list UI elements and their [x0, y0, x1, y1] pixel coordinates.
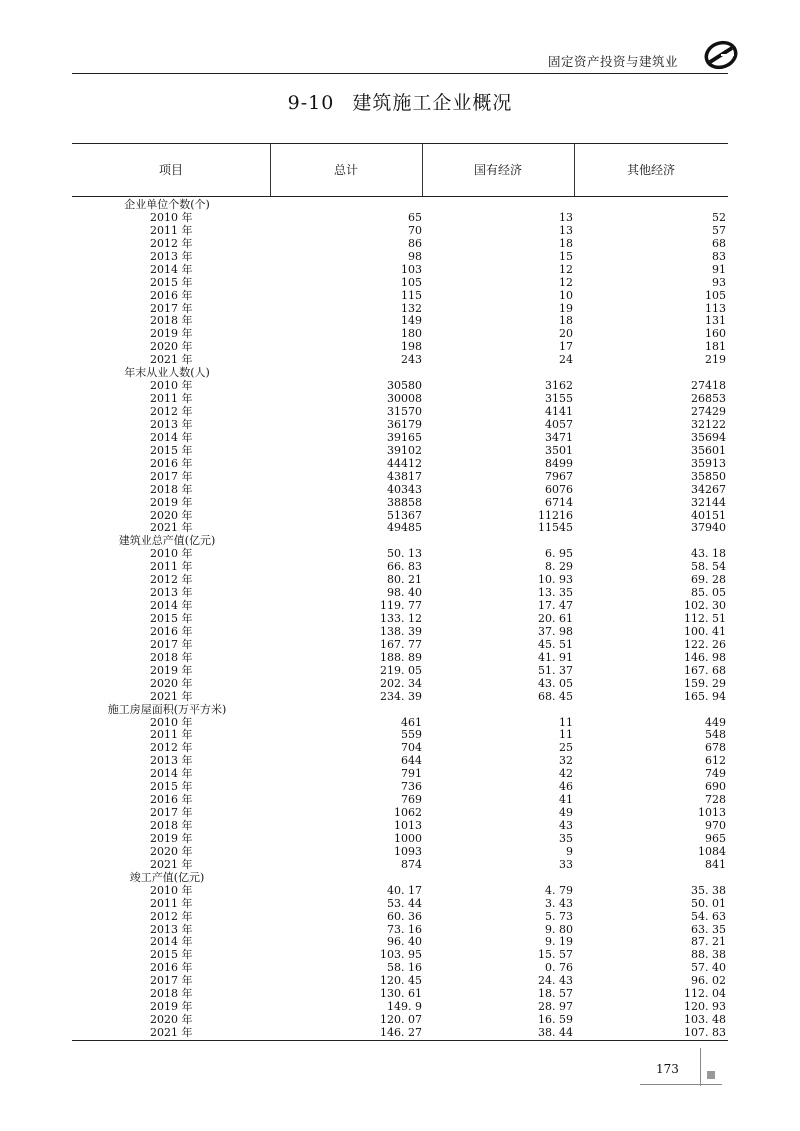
year-cell: 2011 年 — [150, 560, 193, 574]
total-cell: 791 — [401, 767, 422, 781]
year-cell: 2012 年 — [150, 405, 193, 418]
other-cell: 678 — [705, 741, 726, 755]
total-cell: 1062 — [394, 806, 422, 820]
column-divider — [574, 144, 575, 196]
state-owned-cell: 45. 51 — [538, 637, 573, 651]
other-cell: 970 — [705, 819, 726, 832]
total-cell: 73. 16 — [387, 922, 422, 936]
other-cell: 1084 — [698, 844, 726, 858]
year-cell: 2012 年 — [150, 236, 193, 250]
other-cell: 103. 48 — [684, 1013, 726, 1027]
total-cell: 120. 45 — [380, 974, 422, 988]
category-row — [72, 872, 728, 885]
state-owned-cell: 38. 44 — [538, 1026, 573, 1039]
total-cell: 874 — [401, 857, 422, 871]
table-row — [72, 911, 728, 924]
total-cell: 120. 07 — [380, 1013, 422, 1027]
total-cell: 60. 36 — [387, 909, 422, 923]
table-title-text: 建筑施工企业概况 — [352, 92, 513, 114]
category-row — [72, 704, 728, 717]
other-cell: 612 — [705, 754, 726, 768]
total-cell: 40. 17 — [387, 883, 422, 897]
other-cell: 841 — [705, 857, 726, 871]
total-cell: 80. 21 — [387, 573, 422, 587]
state-owned-cell: 28. 97 — [538, 1000, 573, 1014]
total-cell: 38858 — [387, 495, 422, 509]
total-cell: 202. 34 — [380, 676, 422, 690]
state-owned-cell: 3155 — [545, 392, 573, 406]
state-owned-cell: 51. 37 — [538, 663, 573, 677]
year-cell: 2013 年 — [150, 586, 193, 600]
header-state-owned: 国有经济 — [473, 163, 522, 177]
state-owned-cell: 11216 — [538, 508, 573, 522]
category-label: 建筑业总产值(亿元) — [118, 534, 216, 548]
state-owned-cell: 18. 57 — [538, 987, 573, 1001]
state-owned-cell: 24 — [559, 353, 573, 367]
state-owned-cell: 9. 19 — [545, 935, 573, 949]
total-cell: 30008 — [387, 392, 422, 406]
total-cell: 103. 95 — [380, 948, 422, 962]
total-cell: 138. 39 — [380, 624, 422, 638]
other-cell: 548 — [705, 728, 726, 742]
other-cell: 35913 — [691, 456, 726, 470]
table-number: 9-10 — [287, 92, 335, 114]
table-row — [72, 406, 728, 419]
year-cell: 2018 年 — [150, 987, 193, 1001]
state-owned-cell: 13. 35 — [538, 586, 573, 600]
total-cell: 44412 — [387, 456, 422, 470]
year-cell: 2011 年 — [150, 223, 193, 237]
year-cell: 2019 年 — [150, 831, 193, 845]
total-cell: 51367 — [387, 508, 422, 522]
state-owned-cell: 25 — [559, 741, 573, 755]
table-row — [72, 290, 728, 303]
state-owned-cell: 33 — [559, 857, 573, 871]
year-cell: 2017 年 — [150, 469, 193, 483]
total-cell: 40343 — [387, 482, 422, 496]
other-cell: 131 — [705, 314, 726, 328]
year-cell: 2015 年 — [150, 780, 193, 794]
state-owned-cell: 43. 05 — [538, 676, 573, 690]
other-cell: 102. 30 — [684, 599, 726, 613]
other-cell: 35601 — [691, 443, 726, 457]
year-cell: 2014 年 — [150, 430, 193, 444]
table-header — [72, 143, 728, 197]
total-cell: 98. 40 — [387, 586, 422, 600]
total-cell: 66. 83 — [387, 560, 422, 574]
state-owned-cell: 4057 — [545, 417, 573, 431]
other-cell: 160 — [705, 327, 726, 341]
other-cell: 35850 — [691, 469, 726, 483]
total-cell: 70 — [408, 223, 422, 237]
category-label: 竣工产值(亿元) — [129, 870, 205, 884]
total-cell: 39165 — [387, 430, 422, 444]
state-owned-cell: 11 — [559, 715, 573, 729]
state-owned-cell: 41. 91 — [538, 650, 573, 664]
year-cell: 2020 年 — [150, 340, 193, 354]
header-other: 其他经济 — [626, 163, 675, 177]
total-cell: 243 — [401, 353, 422, 367]
total-cell: 119. 77 — [380, 599, 422, 613]
other-cell: 112. 04 — [684, 987, 726, 1001]
state-owned-cell: 6076 — [545, 482, 573, 496]
state-owned-cell: 11545 — [538, 521, 573, 535]
state-owned-cell: 12 — [559, 262, 573, 276]
table-row — [72, 484, 728, 497]
state-owned-cell: 24. 43 — [538, 974, 573, 988]
state-owned-cell: 0. 76 — [545, 961, 573, 975]
state-owned-cell: 42 — [559, 767, 573, 781]
other-cell: 112. 51 — [684, 612, 726, 625]
other-cell: 88. 38 — [691, 948, 726, 962]
table-row — [72, 613, 728, 626]
table-row — [72, 652, 728, 665]
column-divider — [270, 144, 271, 196]
other-cell: 57. 40 — [691, 961, 726, 975]
state-owned-cell: 43 — [559, 819, 573, 832]
table-body — [72, 197, 728, 1041]
other-cell: 37940 — [691, 521, 726, 535]
state-owned-cell: 49 — [559, 806, 573, 820]
table-row — [72, 445, 728, 458]
total-cell: 1093 — [394, 844, 422, 858]
table-row — [72, 833, 728, 846]
other-cell: 35694 — [691, 430, 726, 444]
other-cell: 690 — [705, 780, 726, 794]
year-cell: 2015 年 — [150, 948, 193, 962]
year-cell: 2012 年 — [150, 909, 193, 923]
footer-rule — [640, 1084, 722, 1085]
total-cell: 146. 27 — [380, 1026, 422, 1039]
header-item: 项目 — [158, 163, 183, 177]
state-owned-cell: 7967 — [545, 469, 573, 483]
year-cell: 2011 年 — [150, 896, 193, 910]
state-owned-cell: 17 — [559, 340, 573, 354]
category-label: 年末从业人数(人) — [124, 366, 210, 380]
total-cell: 149 — [401, 314, 422, 328]
total-cell: 50. 13 — [387, 547, 422, 561]
state-owned-cell: 3501 — [545, 443, 573, 457]
table-row — [72, 1027, 728, 1040]
other-cell: 165. 94 — [684, 689, 726, 703]
total-cell: 49485 — [387, 521, 422, 535]
total-cell: 86 — [408, 236, 422, 250]
year-cell: 2020 年 — [150, 676, 193, 690]
other-cell: 58. 54 — [691, 560, 726, 574]
state-owned-cell: 3471 — [545, 430, 573, 444]
total-cell: 1013 — [394, 819, 422, 832]
other-cell: 87. 21 — [691, 935, 726, 949]
total-cell: 53. 44 — [387, 896, 422, 910]
state-owned-cell: 4. 79 — [545, 883, 573, 897]
year-cell: 2018 年 — [150, 650, 193, 664]
state-owned-cell: 10 — [559, 288, 573, 302]
total-cell: 130. 61 — [380, 987, 422, 1001]
table-row — [72, 251, 728, 264]
table-row — [72, 678, 728, 691]
table-row — [72, 846, 728, 859]
total-cell: 198 — [401, 340, 422, 354]
state-owned-cell: 35 — [559, 831, 573, 845]
other-cell: 69. 28 — [691, 573, 726, 587]
total-cell: 133. 12 — [380, 612, 422, 625]
other-cell: 219 — [705, 353, 726, 367]
total-cell: 31570 — [387, 405, 422, 418]
table-row — [72, 898, 728, 911]
total-cell: 188. 89 — [380, 650, 422, 664]
table-row — [72, 238, 728, 251]
year-cell: 2010 年 — [150, 715, 193, 729]
other-cell: 113 — [705, 301, 726, 315]
year-cell: 2016 年 — [150, 456, 193, 470]
category-row — [72, 199, 728, 212]
other-cell: 68 — [712, 236, 726, 250]
year-cell: 2014 年 — [150, 599, 193, 613]
header-rule — [72, 73, 728, 74]
total-cell: 58. 16 — [387, 961, 422, 975]
state-owned-cell: 68. 45 — [538, 689, 573, 703]
state-owned-cell: 9. 80 — [545, 922, 573, 936]
state-owned-cell: 18 — [559, 236, 573, 250]
year-cell: 2017 年 — [150, 974, 193, 988]
other-cell: 120. 93 — [684, 1000, 726, 1014]
year-cell: 2012 年 — [150, 573, 193, 587]
other-cell: 122. 26 — [684, 637, 726, 651]
total-cell: 1000 — [394, 831, 422, 845]
year-cell: 2018 年 — [150, 314, 193, 328]
running-title: 固定资产投资与建筑业 — [547, 54, 678, 69]
other-cell: 85. 05 — [691, 586, 726, 600]
year-cell: 2010 年 — [150, 883, 193, 897]
statistics-logo-icon — [704, 40, 738, 70]
total-cell: 98 — [408, 249, 422, 263]
category-label: 企业单位个数(个) — [124, 198, 210, 211]
total-cell: 149. 9 — [387, 1000, 422, 1014]
state-owned-cell: 3. 43 — [545, 896, 573, 910]
other-cell: 32144 — [691, 495, 726, 509]
other-cell: 27418 — [691, 379, 726, 393]
state-owned-cell: 8. 29 — [545, 560, 573, 574]
table-row — [72, 639, 728, 652]
total-cell: 644 — [401, 754, 422, 768]
other-cell: 96. 02 — [691, 974, 726, 988]
state-owned-cell: 16. 59 — [538, 1013, 573, 1027]
year-cell: 2016 年 — [150, 793, 193, 807]
year-cell: 2013 年 — [150, 922, 193, 936]
total-cell: 704 — [401, 741, 422, 755]
year-cell: 2018 年 — [150, 482, 193, 496]
other-cell: 91 — [712, 262, 726, 276]
year-cell: 2011 年 — [150, 392, 193, 406]
table-row — [72, 212, 728, 225]
state-owned-cell: 37. 98 — [538, 624, 573, 638]
table-row — [72, 885, 728, 898]
other-cell: 749 — [705, 767, 726, 781]
state-owned-cell: 13 — [559, 223, 573, 237]
total-cell: 461 — [401, 715, 422, 729]
other-cell: 54. 63 — [691, 909, 726, 923]
other-cell: 52 — [712, 210, 726, 224]
other-cell: 26853 — [691, 392, 726, 406]
table-row — [72, 665, 728, 678]
other-cell: 159. 29 — [684, 676, 726, 690]
year-cell: 2014 年 — [150, 262, 193, 276]
total-cell: 39102 — [387, 443, 422, 457]
page-number: 173 — [656, 1062, 679, 1076]
table-row — [72, 264, 728, 277]
state-owned-cell: 20 — [559, 327, 573, 341]
other-cell: 107. 83 — [684, 1026, 726, 1039]
state-owned-cell: 15. 57 — [538, 948, 573, 962]
total-cell: 219. 05 — [380, 663, 422, 677]
column-divider — [422, 144, 423, 196]
year-cell: 2017 年 — [150, 301, 193, 315]
data-table — [72, 143, 728, 1041]
state-owned-cell: 18 — [559, 314, 573, 328]
other-cell: 27429 — [691, 405, 726, 418]
other-cell: 100. 41 — [684, 624, 726, 638]
year-cell: 2015 年 — [150, 275, 193, 289]
other-cell: 181 — [705, 340, 726, 354]
table-row — [72, 277, 728, 290]
year-cell: 2016 年 — [150, 961, 193, 975]
year-cell: 2013 年 — [150, 417, 193, 431]
year-cell: 2018 年 — [150, 819, 193, 832]
other-cell: 965 — [705, 831, 726, 845]
year-cell: 2016 年 — [150, 624, 193, 638]
state-owned-cell: 5. 73 — [545, 909, 573, 923]
table-row — [72, 859, 728, 872]
other-cell: 728 — [705, 793, 726, 807]
table-row — [72, 471, 728, 484]
state-owned-cell: 3162 — [545, 379, 573, 393]
year-cell: 2021 年 — [150, 689, 193, 703]
total-cell: 36179 — [387, 417, 422, 431]
state-owned-cell: 15 — [559, 249, 573, 263]
total-cell: 132 — [401, 301, 422, 315]
state-owned-cell: 11 — [559, 728, 573, 742]
table-row — [72, 691, 728, 704]
state-owned-cell: 6714 — [545, 495, 573, 509]
year-cell: 2014 年 — [150, 767, 193, 781]
year-cell: 2013 年 — [150, 249, 193, 263]
total-cell: 180 — [401, 327, 422, 341]
total-cell: 105 — [401, 275, 422, 289]
year-cell: 2017 年 — [150, 637, 193, 651]
other-cell: 35. 38 — [691, 883, 726, 897]
year-cell: 2021 年 — [150, 353, 193, 367]
year-cell: 2020 年 — [150, 508, 193, 522]
other-cell: 167. 68 — [684, 663, 726, 677]
total-cell: 167. 77 — [380, 637, 422, 651]
state-owned-cell: 32 — [559, 754, 573, 768]
year-cell: 2017 年 — [150, 806, 193, 820]
year-cell: 2019 年 — [150, 663, 193, 677]
other-cell: 57 — [712, 223, 726, 237]
year-cell: 2020 年 — [150, 844, 193, 858]
total-cell: 43817 — [387, 469, 422, 483]
year-cell: 2021 年 — [150, 1026, 193, 1039]
other-cell: 32122 — [691, 417, 726, 431]
total-cell: 559 — [401, 728, 422, 742]
year-cell: 2019 年 — [150, 1000, 193, 1014]
year-cell: 2016 年 — [150, 288, 193, 302]
other-cell: 1013 — [698, 806, 726, 820]
year-cell: 2015 年 — [150, 612, 193, 625]
other-cell: 43. 18 — [691, 547, 726, 561]
year-cell: 2010 年 — [150, 379, 193, 393]
other-cell: 34267 — [691, 482, 726, 496]
year-cell: 2013 年 — [150, 754, 193, 768]
table-title — [0, 88, 800, 115]
other-cell: 146. 98 — [684, 650, 726, 664]
total-cell: 103 — [401, 262, 422, 276]
state-owned-cell: 17. 47 — [538, 599, 573, 613]
other-cell: 50. 01 — [691, 896, 726, 910]
year-cell: 2020 年 — [150, 1013, 193, 1027]
other-cell: 93 — [712, 275, 726, 289]
footer-vertical-rule — [700, 1048, 701, 1086]
state-owned-cell: 10. 93 — [538, 573, 573, 587]
total-cell: 30580 — [387, 379, 422, 393]
state-owned-cell: 4141 — [545, 405, 573, 418]
header-total: 总计 — [333, 163, 358, 177]
year-cell: 2021 年 — [150, 521, 193, 535]
page-marker-square — [707, 1071, 715, 1079]
total-cell: 115 — [401, 288, 422, 302]
table-row — [72, 419, 728, 432]
other-cell: 105 — [705, 288, 726, 302]
state-owned-cell: 12 — [559, 275, 573, 289]
state-owned-cell: 41 — [559, 793, 573, 807]
year-cell: 2014 年 — [150, 935, 193, 949]
other-cell: 449 — [705, 715, 726, 729]
total-cell: 96. 40 — [387, 935, 422, 949]
state-owned-cell: 13 — [559, 210, 573, 224]
state-owned-cell: 8499 — [545, 456, 573, 470]
total-cell: 234. 39 — [380, 689, 422, 703]
state-owned-cell: 46 — [559, 780, 573, 794]
table-row — [72, 820, 728, 833]
year-cell: 2021 年 — [150, 857, 193, 871]
table-row — [72, 626, 728, 639]
total-cell: 65 — [408, 210, 422, 224]
other-cell: 83 — [712, 249, 726, 263]
other-cell: 63. 35 — [691, 922, 726, 936]
total-cell: 769 — [401, 793, 422, 807]
state-owned-cell: 19 — [559, 301, 573, 315]
state-owned-cell: 6. 95 — [545, 547, 573, 561]
state-owned-cell: 9 — [566, 844, 573, 858]
year-cell: 2015 年 — [150, 443, 193, 457]
table-row — [72, 432, 728, 445]
total-cell: 736 — [401, 780, 422, 794]
year-cell: 2012 年 — [150, 741, 193, 755]
category-label: 施工房屋面积(万平方米) — [107, 702, 227, 716]
year-cell: 2010 年 — [150, 210, 193, 224]
year-cell: 2010 年 — [150, 547, 193, 561]
state-owned-cell: 20. 61 — [538, 612, 573, 625]
table-row — [72, 458, 728, 471]
year-cell: 2019 年 — [150, 327, 193, 341]
other-cell: 40151 — [691, 508, 726, 522]
year-cell: 2011 年 — [150, 728, 193, 742]
table-row — [72, 497, 728, 510]
table-row — [72, 225, 728, 238]
year-cell: 2019 年 — [150, 495, 193, 509]
